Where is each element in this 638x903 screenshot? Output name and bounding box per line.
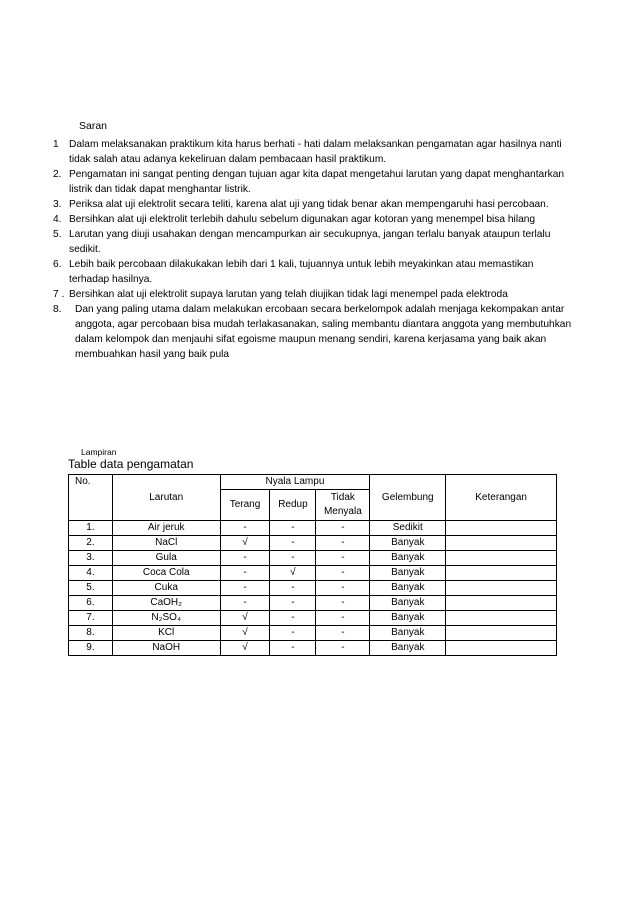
cell-larutan: NaOH [112, 641, 220, 656]
cell-no: 7. [69, 611, 113, 626]
saran-item-number: 2. [53, 169, 62, 180]
cell-keterangan [446, 581, 557, 596]
cell-no: 9. [69, 641, 113, 656]
cell-larutan: Gula [112, 551, 220, 566]
cell-gelembung: Banyak [370, 551, 446, 566]
cell-no: 6. [69, 596, 113, 611]
cell-larutan: NaCl [112, 536, 220, 551]
cell-keterangan [446, 626, 557, 641]
cell-tidak: - [316, 551, 370, 566]
cell-larutan: KCl [112, 626, 220, 641]
cell-keterangan [446, 521, 557, 536]
saran-item [53, 197, 573, 212]
cell-tidak: - [316, 536, 370, 551]
saran-item [53, 257, 573, 287]
table-row [69, 536, 557, 551]
cell-redup: √ [270, 566, 316, 581]
header-nyala-lampu: Nyala Lampu [220, 475, 370, 490]
observation-table [68, 474, 557, 656]
saran-item [53, 137, 573, 167]
cell-redup: - [270, 596, 316, 611]
cell-no: 3. [69, 551, 113, 566]
cell-no: 8. [69, 626, 113, 641]
cell-redup: - [270, 611, 316, 626]
lampiran-label: Lampiran [81, 447, 117, 457]
cell-tidak: - [316, 641, 370, 656]
saran-item-number: 4. [53, 214, 62, 225]
cell-terang: - [220, 596, 270, 611]
cell-keterangan [446, 641, 557, 656]
table-row [69, 566, 557, 581]
header-keterangan: Keterangan [446, 475, 557, 521]
cell-keterangan [446, 536, 557, 551]
cell-tidak: - [316, 626, 370, 641]
table-row [69, 626, 557, 641]
cell-keterangan [446, 551, 557, 566]
cell-no: 5. [69, 581, 113, 596]
saran-item-number: 8. [53, 304, 62, 315]
cell-keterangan [446, 566, 557, 581]
saran-item [53, 212, 573, 227]
cell-redup: - [270, 581, 316, 596]
cell-no: 4. [69, 566, 113, 581]
saran-item [53, 227, 573, 257]
cell-keterangan [446, 596, 557, 611]
table-row [69, 611, 557, 626]
cell-terang: √ [220, 641, 270, 656]
saran-item [53, 287, 573, 302]
header-larutan: Larutan [112, 475, 220, 521]
saran-item-number: 7 . [53, 289, 65, 300]
cell-larutan: N₂SO₄ [112, 611, 220, 626]
header-tidak-line1: Tidak [330, 492, 355, 503]
table-row [69, 581, 557, 596]
cell-gelembung: Banyak [370, 581, 446, 596]
saran-item-text: Bersihkan alat uji elektrolit supaya larutan yang telah diujikan tidak lagi menempel pada elektroda [69, 289, 508, 300]
cell-gelembung: Banyak [370, 641, 446, 656]
header-redup: Redup [270, 490, 316, 521]
cell-gelembung: Banyak [370, 596, 446, 611]
header-gelembung: Gelembung [370, 475, 446, 521]
cell-gelembung: Sedikit [370, 521, 446, 536]
cell-redup: - [270, 641, 316, 656]
header-terang: Terang [220, 490, 270, 521]
table-title: Table data pengamatan [68, 457, 194, 471]
cell-gelembung: Banyak [370, 536, 446, 551]
cell-tidak: - [316, 566, 370, 581]
cell-terang: - [220, 521, 270, 536]
saran-item-number: 6. [53, 259, 62, 270]
saran-item-number: 3. [53, 199, 62, 210]
saran-item [53, 302, 573, 362]
cell-gelembung: Banyak [370, 611, 446, 626]
cell-redup: - [270, 626, 316, 641]
cell-redup: - [270, 521, 316, 536]
cell-no: 2. [69, 536, 113, 551]
saran-list [53, 137, 573, 362]
cell-terang: - [220, 566, 270, 581]
cell-redup: - [270, 551, 316, 566]
cell-redup: - [270, 536, 316, 551]
cell-terang: √ [220, 626, 270, 641]
cell-gelembung: Banyak [370, 626, 446, 641]
saran-item [53, 167, 573, 197]
cell-terang: - [220, 581, 270, 596]
saran-heading: Saran [79, 120, 108, 132]
saran-item-number: 5. [53, 229, 62, 240]
saran-item-text: Dalam melaksanakan praktikum kita harus berhati - hati dalam melaksankan pengamatan agar hasilnya nanti tidak salah atau adanya kekeliruan dalam pembacaan hasil praktikum. [69, 139, 562, 165]
saran-item-text: Larutan yang diuji usahakan dengan mencampurkan air secukupnya, jangan terlalu banyak ataupun terlalu sedikit. [69, 229, 551, 255]
cell-no: 1. [69, 521, 113, 536]
cell-larutan: CaOH₂ [112, 596, 220, 611]
cell-keterangan [446, 611, 557, 626]
cell-terang: √ [220, 536, 270, 551]
cell-larutan: Air jeruk [112, 521, 220, 536]
header-tidak-menyala [316, 490, 370, 521]
cell-tidak: - [316, 596, 370, 611]
cell-tidak: - [316, 521, 370, 536]
table-row [69, 641, 557, 656]
cell-tidak: - [316, 581, 370, 596]
saran-item-number: 1 [53, 139, 59, 150]
cell-larutan: Coca Cola [112, 566, 220, 581]
cell-larutan: Cuka [112, 581, 220, 596]
cell-terang: - [220, 551, 270, 566]
saran-item-text: Bersihkan alat uji elektrolit terlebih dahulu sebelum digunakan agar kotoran yang menempel bisa hilang [69, 214, 536, 225]
cell-terang: √ [220, 611, 270, 626]
table-row [69, 521, 557, 536]
saran-item-text: Periksa alat uji elektrolit secara teliti, karena alat uji yang tidak benar akan mempengaruhi hasi percobaan. [69, 199, 549, 210]
cell-gelembung: Banyak [370, 566, 446, 581]
saran-item-text: Dan yang paling utama dalam melakukan ercobaan secara berkelompok adalah menjaga kekompakan antar anggota, agar percobaan bisa mudah terlakasanakan, saling membantu diantara anggota yang membutuhkan dalam kelompok dan menjauhi sifat egoisme maupun menang sendiri, karena kerjasama yang baik akan membuahkan hasil yang baik pula [75, 304, 572, 360]
saran-item-text: Lebih baik percobaan dilakukakan lebih dari 1 kali, tujuannya untuk lebih meyakinkan atau memastikan terhadap hasilnya. [69, 259, 534, 285]
header-no: No. [69, 475, 113, 521]
cell-tidak: - [316, 611, 370, 626]
saran-item-text: Pengamatan ini sangat penting dengan tujuan agar kita dapat mengetahui larutan yang dapat menghantarkan listrik dan tidak dapat menghantar listrik. [69, 169, 565, 195]
header-tidak-line2: Menyala [323, 506, 362, 517]
table-row [69, 596, 557, 611]
table-row [69, 551, 557, 566]
